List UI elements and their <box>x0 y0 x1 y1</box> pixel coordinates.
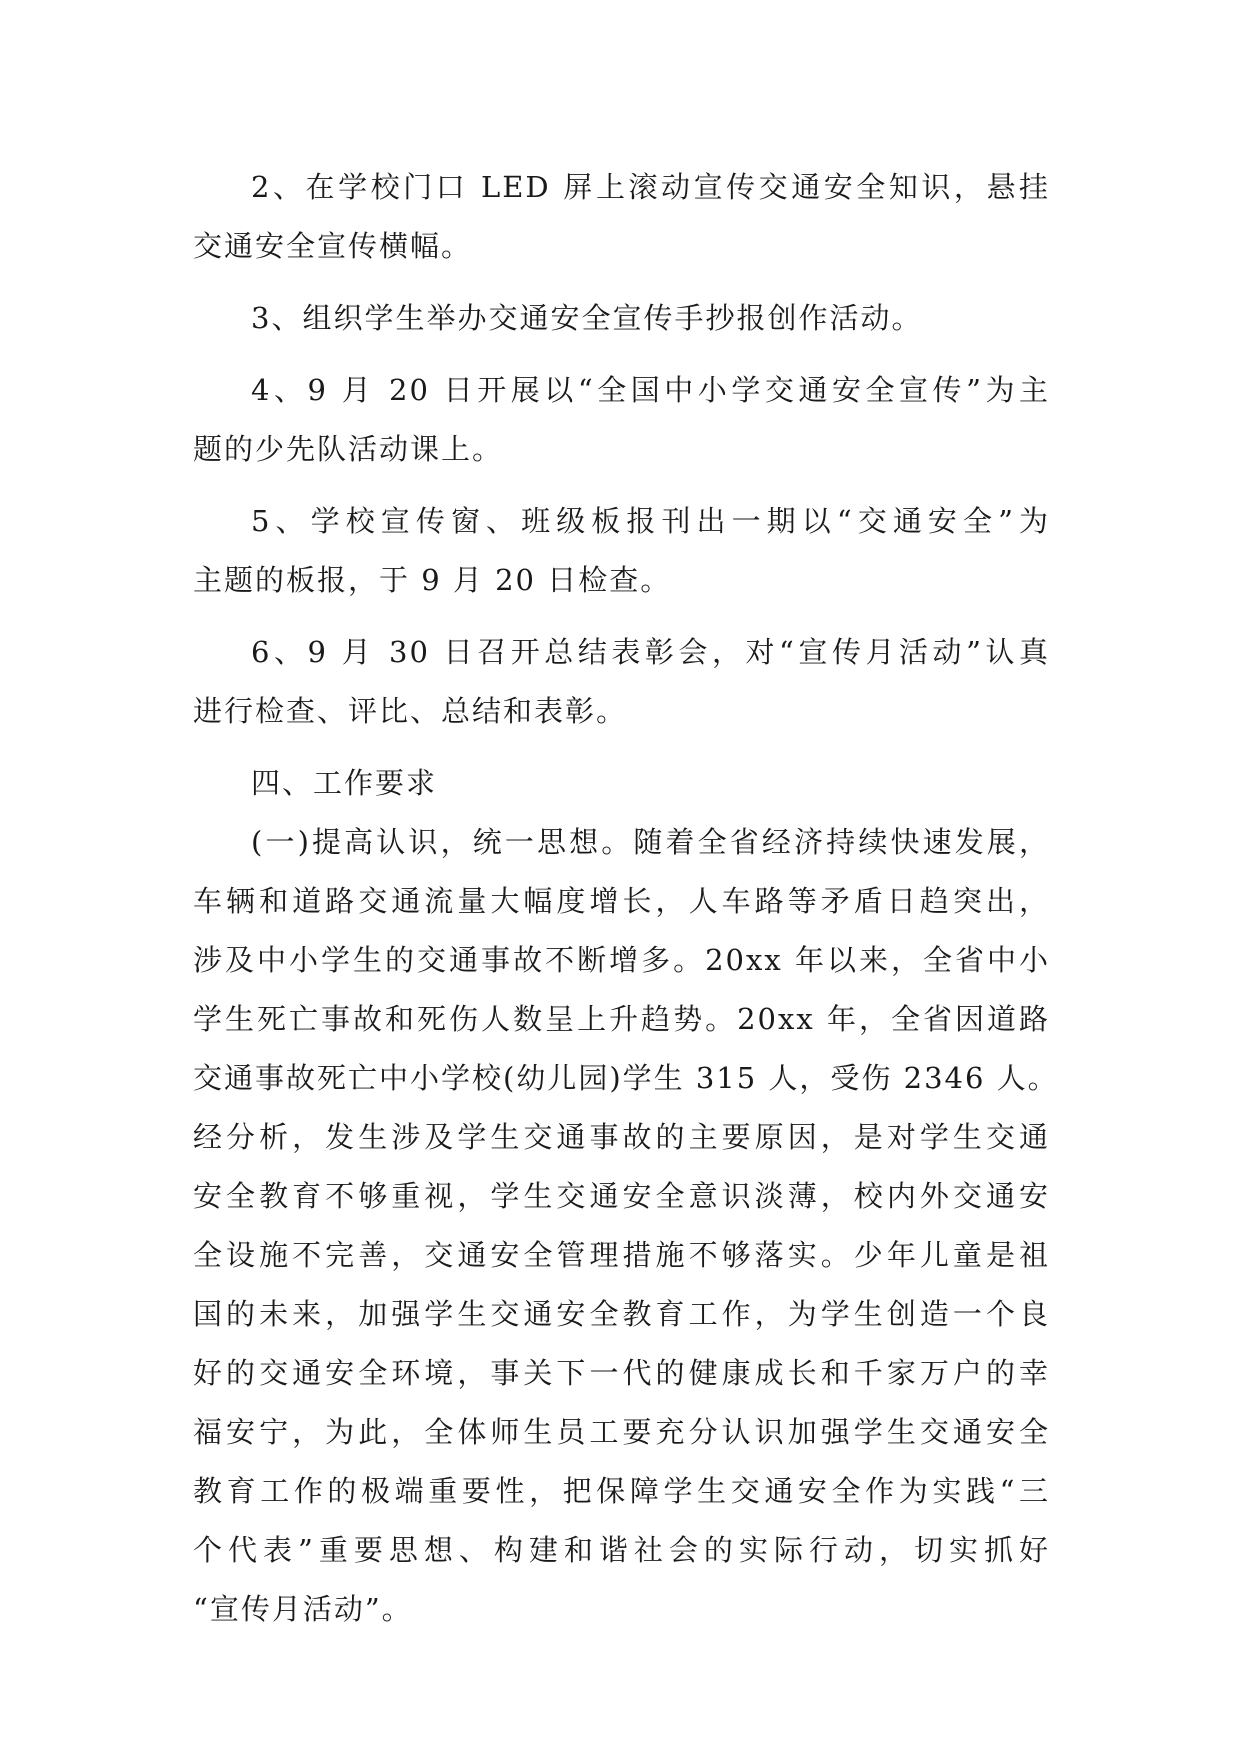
paragraph-requirement-1-line-3: 涉及中小学生的交通事故不断增多。20xx 年以来，全省中小 <box>193 943 1050 977</box>
paragraph-requirement-1-line-14: “宣传月活动”。 <box>193 1592 413 1626</box>
paragraph-requirement-1-line-8: 全设施不完善，交通安全管理措施不够落实。少年儿童是祖 <box>193 1238 1050 1272</box>
paragraph-requirement-1-line-13: 个代表”重要思想、构建和谐社会的实际行动，切实抓好 <box>193 1533 1050 1567</box>
paragraph-item-5-line-1: 5、学校宣传窗、班级板报刊出一期以“交通安全”为 <box>251 504 1050 538</box>
document-body <box>193 158 1059 1639</box>
paragraph-requirement-1-line-10: 好的交通安全环境，事关下一代的健康成长和千家万户的幸 <box>193 1356 1050 1390</box>
paragraph-requirement-1-line-12: 教育工作的极端重要性，把保障学生交通安全作为实践“三 <box>193 1474 1050 1508</box>
paragraph-requirement-1-line-4: 学生死亡事故和死伤人数呈上升趋势。20xx 年，全省因道路 <box>193 1002 1050 1036</box>
paragraph-item-2-line-1: 2、在学校门口 LED 屏上滚动宣传交通安全知识，悬挂 <box>251 170 1050 204</box>
paragraph-item-6-line-2: 进行检查、评比、总结和表彰。 <box>193 694 628 728</box>
paragraph-requirement-1-line-9: 国的未来，加强学生交通安全教育工作，为学生创造一个良 <box>193 1297 1050 1331</box>
paragraph-item-4-line-1: 4、9 月 20 日开展以“全国中小学交通安全宣传”为主 <box>251 373 1050 407</box>
section-heading-work-requirements: 四、工作要求 <box>251 766 438 800</box>
paragraph-requirement-1-line-6: 经分析，发生涉及学生交通事故的主要原因，是对学生交通 <box>193 1120 1050 1154</box>
paragraph-item-4-line-2: 题的少先队活动课上。 <box>193 432 504 466</box>
paragraph-item-3-line-1: 3、组织学生举办交通安全宣传手抄报创作活动。 <box>251 301 923 335</box>
paragraph-requirement-1-line-7: 安全教育不够重视，学生交通安全意识淡薄，校内外交通安 <box>193 1179 1050 1213</box>
paragraph-requirement-1-line-11: 福安宁，为此，全体师生员工要充分认识加强学生交通安全 <box>193 1415 1050 1449</box>
paragraph-requirement-1-line-5: 交通事故死亡中小学校(幼儿园)学生 315 人，受伤 2346 人。 <box>193 1061 1059 1095</box>
paragraph-item-6-line-1: 6、9 月 30 日召开总结表彰会，对“宣传月活动”认真 <box>251 635 1050 669</box>
paragraph-item-2-line-2: 交通安全宣传横幅。 <box>193 229 473 263</box>
paragraph-requirement-1-line-1: (一)提高认识，统一思想。随着全省经济持续快速发展， <box>251 825 1050 859</box>
paragraph-item-5-line-2: 主题的板报，于 9 月 20 日检查。 <box>193 563 672 597</box>
paragraph-requirement-1-line-2: 车辆和道路交通流量大幅度增长，人车路等矛盾日趋突出， <box>193 884 1050 918</box>
